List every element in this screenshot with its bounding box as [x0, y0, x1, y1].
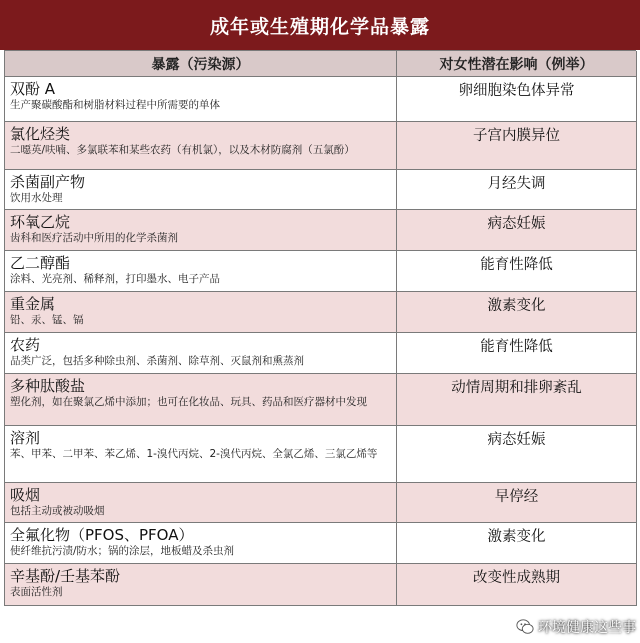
table-row-effect: 月经失调: [397, 170, 637, 210]
table-title: 成年或生殖期化学品暴露: [0, 0, 640, 50]
table-row-exposure: [5, 564, 397, 606]
exposure-name: 多种肽酸盐: [10, 377, 86, 395]
table-row-exposure: [5, 292, 397, 333]
exposure-source: 饮用水处理: [10, 192, 63, 204]
table-row-exposure: [5, 210, 397, 251]
wechat-icon: [516, 618, 534, 636]
table-row-effect: 病态妊娠: [397, 210, 637, 251]
exposure-name: 辛基酚/壬基苯酚: [10, 567, 121, 585]
exposure-source: 表面活性剂: [10, 586, 63, 598]
exposure-name: 农药: [10, 336, 41, 354]
exposure-source: 苯、甲苯、二甲苯、苯乙烯、1-溴代丙烷、2-溴代丙烷、全氯乙烯、三氯乙烯等: [10, 448, 378, 460]
exposure-source: 包括主动或被动吸烟: [10, 505, 105, 517]
exposure-name: 乙二醇酯: [10, 254, 71, 272]
table-row-effect: 早停经: [397, 483, 637, 523]
table: [4, 50, 636, 606]
header-effect: 对女性潜在影响（例举）: [397, 51, 637, 77]
exposure-name: 全氟化物（PFOS、PFOA）: [10, 526, 194, 544]
exposure-source: 齿科和医疗活动中所用的化学杀菌剂: [10, 232, 178, 244]
exposure-source: 塑化剂，如在聚氯乙烯中添加；也可在化妆品、玩具、药品和医疗器材中发现: [10, 396, 367, 408]
header-exposure: 暴露（污染源）: [5, 51, 397, 77]
table-row-exposure: [5, 483, 397, 523]
table-row-exposure: [5, 251, 397, 292]
table-row-exposure: [5, 333, 397, 374]
exposure-source: 生产聚碳酸酯和树脂材料过程中所需要的单体: [10, 99, 220, 111]
exposure-name: 溶剂: [10, 429, 41, 447]
table-row-effect: 激素变化: [397, 292, 637, 333]
exposure-name: 氯化烃类: [10, 125, 71, 143]
exposure-name: 双酚 A: [10, 80, 56, 98]
table-row-effect: 激素变化: [397, 523, 637, 564]
exposure-source: 使纤维抗污渍/防水；锅的涂层，地板蜡及杀虫剂: [10, 545, 235, 557]
table-row-exposure: [5, 170, 397, 210]
exposure-name: 杀菌副产物: [10, 173, 86, 191]
exposure-source: 品类广泛，包括多种除虫剂、杀菌剂、除草剂、灭鼠剂和熏蒸剂: [10, 355, 304, 367]
table-row-exposure: [5, 77, 397, 122]
exposure-source: 涂料、光亮剂、稀释剂，打印墨水、电子产品: [10, 273, 220, 285]
exposure-name: 重金属: [10, 295, 56, 313]
table-row-exposure: [5, 523, 397, 564]
table-row-effect: 动情周期和排卵紊乱: [397, 374, 637, 426]
table-row-effect: 病态妊娠: [397, 426, 637, 483]
watermark: [516, 617, 636, 637]
table-row-exposure: [5, 426, 397, 483]
exposure-name: 吸烟: [10, 486, 41, 504]
exposure-name: 环氧乙烷: [10, 213, 71, 231]
table-row-effect: 能育性降低: [397, 251, 637, 292]
table-row-effect: 子宫内膜异位: [397, 122, 637, 170]
table-row-effect: 改变性成熟期: [397, 564, 637, 606]
exposure-source: 铅、汞、锰、镉: [10, 314, 84, 326]
exposure-source: 二噁英/呋喃、多氯联苯和某些农药（有机氯），以及木材防腐剂（五氯酚）: [10, 144, 355, 156]
table-row-exposure: [5, 122, 397, 170]
table-row-effect: 卵细胞染色体异常: [397, 77, 637, 122]
table-row-exposure: [5, 374, 397, 426]
table-row-effect: 能育性降低: [397, 333, 637, 374]
watermark-text: 环境健康这些事: [538, 620, 636, 636]
